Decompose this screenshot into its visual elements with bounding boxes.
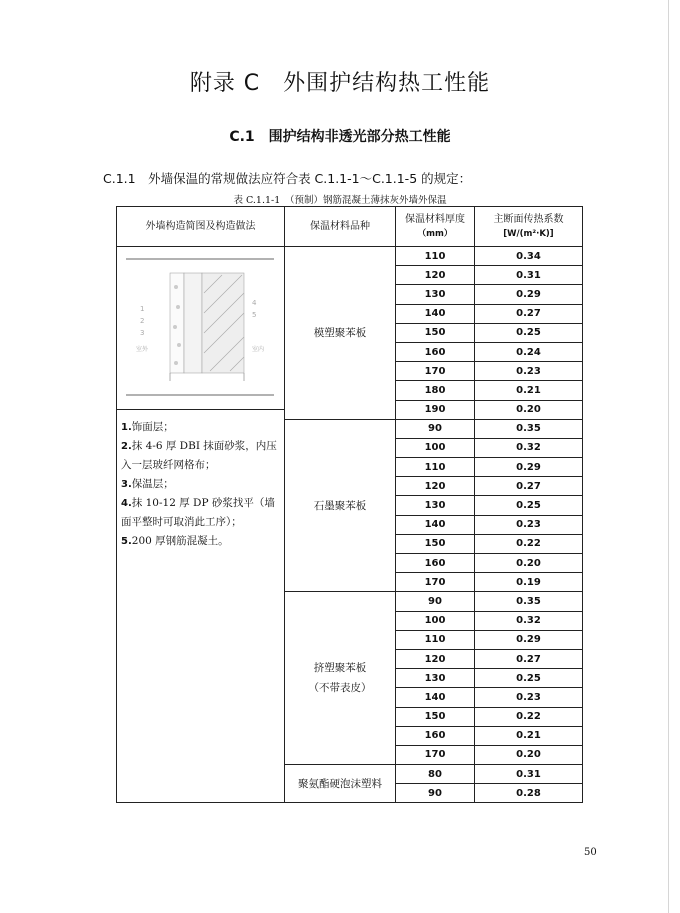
thickness-cell: 130 bbox=[396, 669, 475, 688]
material-note: （不带表皮） bbox=[308, 682, 372, 695]
coefficient-cell: 0.22 bbox=[475, 707, 583, 726]
thickness-cell: 100 bbox=[396, 611, 475, 630]
thickness-cell: 110 bbox=[396, 630, 475, 649]
coefficient-cell: 0.24 bbox=[475, 342, 583, 361]
coefficient-cell: 0.20 bbox=[475, 400, 583, 419]
layer-item: 5.200 厚钢筋混凝土。 bbox=[121, 535, 229, 547]
thickness-cell: 130 bbox=[396, 285, 475, 304]
thickness-cell: 120 bbox=[396, 477, 475, 496]
coefficient-cell: 0.25 bbox=[475, 669, 583, 688]
table-header-row bbox=[117, 207, 583, 247]
coefficient-cell: 0.31 bbox=[475, 266, 583, 285]
thickness-cell: 100 bbox=[396, 438, 475, 457]
thickness-cell: 90 bbox=[396, 592, 475, 611]
header-thickness-label: 保温材料厚度 bbox=[405, 213, 465, 225]
header-coefficient-unit: [W/(m²·K)] bbox=[503, 228, 554, 239]
thickness-cell: 160 bbox=[396, 342, 475, 361]
thickness-cell: 90 bbox=[396, 419, 475, 438]
table-row bbox=[117, 247, 583, 266]
thickness-cell: 170 bbox=[396, 745, 475, 764]
coefficient-cell: 0.20 bbox=[475, 554, 583, 573]
material-name: 挤塑聚苯板 bbox=[313, 662, 367, 675]
wall-section-drawing bbox=[118, 247, 284, 407]
thickness-cell: 120 bbox=[396, 266, 475, 285]
material-cell bbox=[285, 247, 396, 420]
coefficient-cell: 0.20 bbox=[475, 745, 583, 764]
coefficient-cell: 0.34 bbox=[475, 247, 583, 266]
coefficient-cell: 0.31 bbox=[475, 765, 583, 784]
layer-item: 1.饰面层； bbox=[121, 421, 174, 433]
coefficient-cell: 0.23 bbox=[475, 688, 583, 707]
coefficient-cell: 0.21 bbox=[475, 726, 583, 745]
thickness-cell: 150 bbox=[396, 707, 475, 726]
coefficient-cell: 0.21 bbox=[475, 381, 583, 400]
thickness-cell: 140 bbox=[396, 304, 475, 323]
coefficient-cell: 0.23 bbox=[475, 515, 583, 534]
thickness-cell: 160 bbox=[396, 554, 475, 573]
coefficient-cell: 0.23 bbox=[475, 362, 583, 381]
thickness-cell: 150 bbox=[396, 323, 475, 342]
coefficient-cell: 0.29 bbox=[475, 458, 583, 477]
coefficient-cell: 0.29 bbox=[475, 285, 583, 304]
construction-cell bbox=[117, 247, 285, 803]
diagram-label-4: 4 bbox=[251, 299, 256, 307]
material-name: 聚氨酯硬泡沫塑料 bbox=[298, 777, 382, 790]
thickness-cell: 140 bbox=[396, 515, 475, 534]
thickness-cell: 110 bbox=[396, 458, 475, 477]
thickness-cell: 150 bbox=[396, 534, 475, 553]
header-coefficient bbox=[475, 207, 583, 247]
diagram-label-1: 1 bbox=[139, 305, 144, 313]
diagram-label-3: 3 bbox=[139, 329, 144, 337]
thickness-cell: 160 bbox=[396, 726, 475, 745]
header-coefficient-label: 主断面传热系数 bbox=[493, 213, 564, 225]
thickness-cell: 140 bbox=[396, 688, 475, 707]
diagram-label-inside: 室内 bbox=[251, 346, 264, 353]
page-number: 50 bbox=[584, 847, 597, 858]
coefficient-cell: 0.25 bbox=[475, 323, 583, 342]
thickness-cell: 80 bbox=[396, 765, 475, 784]
appendix-title: 附录 C 外围护结构热工性能 bbox=[189, 71, 491, 96]
layer-item: 4.抹 10-12 厚 DP 砂浆找平（墙面平整时可取消此工序）； bbox=[121, 497, 275, 528]
thickness-cell: 90 bbox=[396, 784, 475, 803]
table-caption: 表 C.1.1-1 （预制）钢筋混凝土薄抹灰外墙外保温 bbox=[233, 195, 447, 206]
coefficient-cell: 0.25 bbox=[475, 496, 583, 515]
clause-text: C.1.1 外墙保温的常规做法应符合表 C.1.1-1～C.1.1-5 的规定： bbox=[103, 171, 472, 186]
thickness-cell: 190 bbox=[396, 400, 475, 419]
construction-layer-list bbox=[117, 410, 284, 551]
header-material: 保温材料品种 bbox=[285, 207, 396, 247]
coefficient-cell: 0.32 bbox=[475, 438, 583, 457]
header-thickness bbox=[396, 207, 475, 247]
thickness-cell: 130 bbox=[396, 496, 475, 515]
layer-item: 2.抹 4-6 厚 DBI 抹面砂浆，内压入一层玻纤网格布； bbox=[121, 440, 277, 471]
coefficient-cell: 0.27 bbox=[475, 649, 583, 668]
header-construction: 外墙构造简图及构造做法 bbox=[117, 207, 285, 247]
thickness-cell: 110 bbox=[396, 247, 475, 266]
coefficient-cell: 0.35 bbox=[475, 419, 583, 438]
coefficient-cell: 0.32 bbox=[475, 611, 583, 630]
material-name: 石墨聚苯板 bbox=[313, 499, 367, 512]
coefficient-cell: 0.19 bbox=[475, 573, 583, 592]
diagram-label-outside: 室外 bbox=[135, 346, 148, 353]
coefficient-cell: 0.27 bbox=[475, 304, 583, 323]
thickness-cell: 180 bbox=[396, 381, 475, 400]
material-cell bbox=[285, 592, 396, 765]
coefficient-cell: 0.22 bbox=[475, 534, 583, 553]
thickness-cell: 170 bbox=[396, 362, 475, 381]
thickness-cell: 120 bbox=[396, 649, 475, 668]
coefficient-cell: 0.29 bbox=[475, 630, 583, 649]
material-cell bbox=[285, 765, 396, 803]
diagram-label-2: 2 bbox=[139, 317, 144, 325]
header-thickness-unit: （mm） bbox=[417, 228, 453, 239]
thermal-performance-table bbox=[116, 206, 583, 803]
thickness-cell: 170 bbox=[396, 573, 475, 592]
coefficient-cell: 0.28 bbox=[475, 784, 583, 803]
coefficient-cell: 0.35 bbox=[475, 592, 583, 611]
layer-item: 3.保温层； bbox=[121, 478, 174, 490]
coefficient-cell: 0.27 bbox=[475, 477, 583, 496]
diagram-label-5: 5 bbox=[251, 311, 256, 319]
material-name: 模塑聚苯板 bbox=[313, 326, 367, 339]
wall-section-diagram bbox=[117, 247, 284, 410]
section-title: C.1 围护结构非透光部分热工性能 bbox=[229, 129, 451, 145]
material-cell bbox=[285, 419, 396, 592]
